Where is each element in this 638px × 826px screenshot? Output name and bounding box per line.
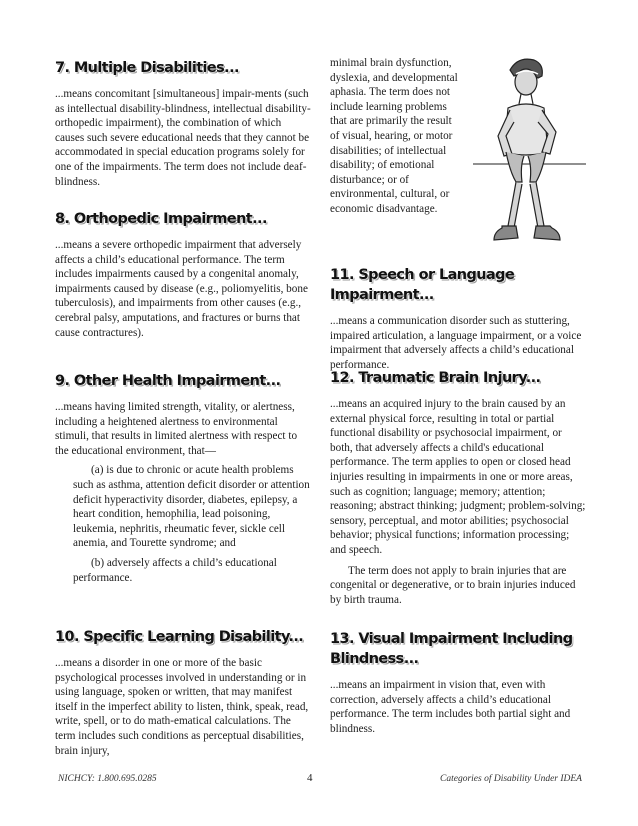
body-traumatic-brain-injury: ...means an acquired injury to the brain caused by an external physical force, resulting in total or partial functional disability or psychosocial impairment, or both, that adversely affects a child's educational performance. The term applies to open or closed head injuries resulting in impairments in one or more areas, such as cognition; language; memory; attention; reasoning; abstract thinking; judgment; problem-solving; sensory, perceptual, and motor abilities; psychosocial behavior; physical functions; information processing; and speech. bbox=[330, 398, 586, 556]
item-a-other-health-impairment: (a) is due to chronic or acute health problems such as asthma, attention deficit disorder or attention deficit hyperactivity disorder, diabetes, epilepsy, a heart condition, hemophilia, lead poisoning, leukemia, nephritis, rheumatic fever, sickle cell anemia, and Tourette syndrome; and bbox=[73, 464, 310, 550]
section-other-health-impairment bbox=[55, 371, 313, 585]
item-b-other-health-impairment: (b) adversely affects a child’s educational performance. bbox=[73, 556, 277, 584]
body-orthopedic-impairment: ...means a severe orthopedic impairment that adversely affects a child’s educational performance. The term includes impairments caused by a congenital anomaly, impairments caused by disease (e.g., poliomyelitis, bone tuberculosis), and impairments from other causes (e.g., cerebral palsy, amputations, and fractures or burns that cause contractures). bbox=[55, 239, 308, 339]
section-speech-language-impairment bbox=[330, 265, 586, 372]
section-orthopedic-impairment bbox=[55, 209, 313, 340]
section-specific-learning-disability bbox=[55, 627, 313, 758]
footer-title: Categories of Disability Under IDEA bbox=[440, 774, 582, 784]
body2-traumatic-brain-injury: The term does not apply to brain injuries that are congenital or degenerative, or to brain injuries induced by birth trauma. bbox=[330, 564, 576, 606]
heading-orthopedic-impairment: 8. Orthopedic Impairment... bbox=[55, 211, 267, 227]
heading-other-health-impairment: 9. Other Health Impairment... bbox=[55, 373, 281, 389]
heading-multiple-disabilities: 7. Multiple Disabilities... bbox=[55, 60, 239, 76]
body-other-health-impairment: ...means having limited strength, vitality, or alertness, including a heightened alertness to environmental stimuli, that results in limited alertness with respect to the educational environment, that— bbox=[55, 401, 298, 457]
body-multiple-disabilities: ...means concomitant [simultaneous] impair-ments (such as intellectual disability-blindness, intellectual disability-orthopedic impairment), the combination of which causes such severe educational needs that they cannot be accommodated in special education programs solely for one of the impairments. The term does not include deaf-blindness. bbox=[55, 88, 311, 188]
body-specific-learning-disability: ...means a disorder in one or more of the basic psychological processes involved in understanding or in using language, spoken or written, that may manifest itself in the imperfect ability to listen, think, speak, read, write, spell, or to do math-ematical calculations. The term includes such conditions as perceptual disabilities, brain injury, bbox=[55, 657, 309, 757]
heading-traumatic-brain-injury: 12. Traumatic Brain Injury... bbox=[330, 370, 541, 386]
page-number: 4 bbox=[307, 772, 313, 784]
section-multiple-disabilities bbox=[55, 58, 313, 189]
heading-visual-impairment-line2: Blindness... bbox=[330, 651, 419, 667]
body-specific-learning-disability-continued: minimal brain dysfunction, dyslexia, and developmental aphasia. The term does not include learning problems that are primarily the result of visual, hearing, or motor disabilities; of intellectual disability; of emotional disturbance; or of environmental, cultural, or economic disadvantage. bbox=[330, 57, 458, 215]
heading-visual-impairment-line1: 13. Visual Impairment Including bbox=[330, 631, 573, 647]
section-traumatic-brain-injury bbox=[330, 368, 586, 607]
girl-sitting-illustration bbox=[468, 52, 588, 252]
heading-speech-language-impairment: 11. Speech or Language Impairment... bbox=[330, 267, 515, 303]
section-visual-impairment bbox=[330, 629, 586, 736]
body-visual-impairment: ...means an impairment in vision that, even with correction, adversely affects a child’s educational performance. The term includes both partial sight and blindness. bbox=[330, 679, 571, 735]
footer-phone: NICHCY: 1.800.695.0285 bbox=[58, 774, 157, 784]
body-speech-language-impairment: ...means a communication disorder such as stuttering, impaired articulation, a language impairment, or a voice impairment that adversely affects a child’s educational performance. bbox=[330, 315, 582, 371]
heading-specific-learning-disability: 10. Specific Learning Disability... bbox=[55, 629, 304, 645]
right-column-continuation bbox=[330, 56, 462, 217]
